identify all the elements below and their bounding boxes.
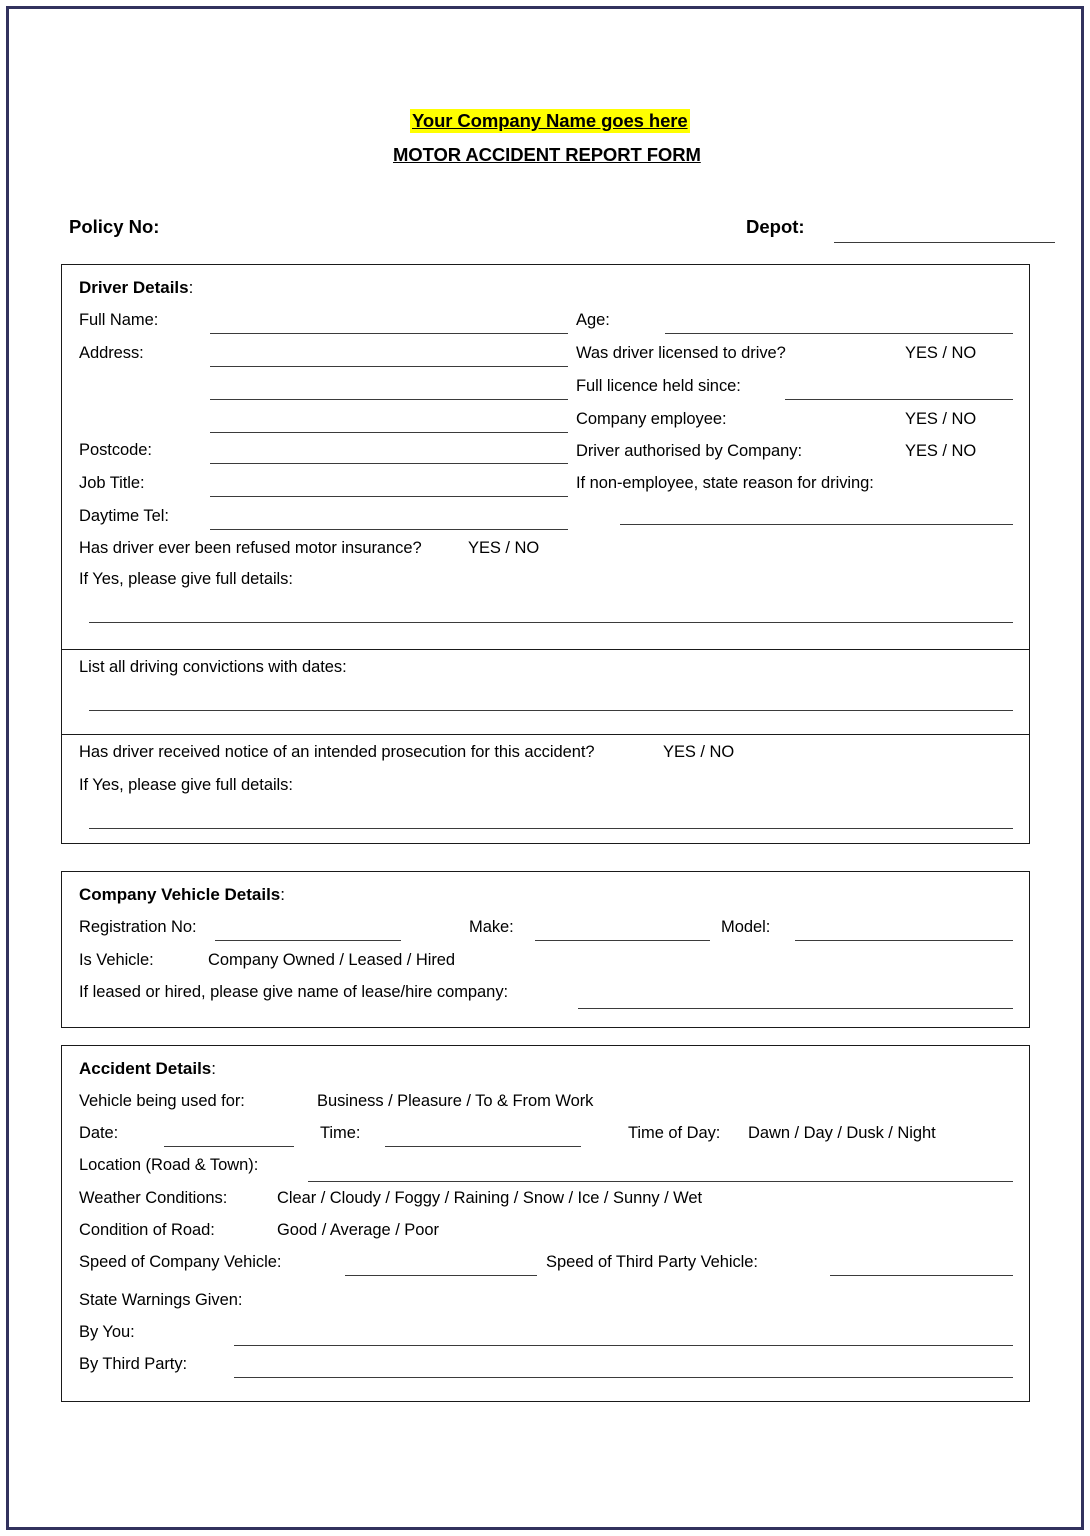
address-line-3-rule [210,432,568,433]
accident-details-heading-colon: : [211,1059,216,1078]
job-title-rule [210,496,568,497]
time-rule [385,1146,581,1147]
age-label: Age: [576,311,610,329]
driver-authorised-options[interactable]: YES / NO [905,442,977,460]
driver-details-heading-text: Driver Details [79,278,189,297]
make-rule [535,940,710,941]
company-vehicle-heading-text: Company Vehicle Details [79,885,281,904]
time-of-day-label: Time of Day: [628,1124,721,1142]
address-line-2-rule [210,399,568,400]
full-name-label: Full Name: [79,311,159,329]
model-label: Model: [721,918,771,936]
lease-hire-company-rule [578,1008,1013,1009]
date-rule [164,1146,294,1147]
time-label: Time: [320,1124,361,1142]
company-vehicle-section [61,871,1030,1028]
time-input[interactable] [385,1124,581,1147]
convictions-rule [89,710,1013,711]
daytime-tel-input[interactable] [210,507,568,530]
convictions-label: List all driving convictions with dates: [79,658,347,676]
depot-rule [834,242,1055,243]
driver-details-divider-2 [62,734,1029,735]
prosecution-details-input[interactable] [89,801,1013,829]
by-third-party-input[interactable] [234,1355,1013,1378]
speed-company-vehicle-rule [345,1275,537,1276]
address-label: Address: [79,344,144,362]
is-vehicle-label: Is Vehicle: [79,951,154,969]
by-third-party-label: By Third Party: [79,1355,188,1373]
depot-input[interactable] [834,221,1055,243]
accident-details-section [61,1045,1030,1402]
by-you-label: By You: [79,1323,135,1341]
refused-insurance-details-label: If Yes, please give full details: [79,570,293,588]
full-name-input[interactable] [210,311,568,334]
model-input[interactable] [795,918,1013,941]
accident-details-heading-text: Accident Details [79,1059,212,1078]
age-input[interactable] [665,311,1013,334]
postcode-input[interactable] [210,441,568,464]
licence-held-since-rule [785,399,1013,400]
is-vehicle-options[interactable]: Company Owned / Leased / Hired [208,951,456,969]
road-condition-label: Condition of Road: [79,1221,215,1239]
address-line-2-input[interactable] [210,377,568,400]
non-employee-reason-label: If non-employee, state reason for driving: [576,474,874,492]
company-vehicle-heading-colon: : [280,885,285,904]
policy-no-label: Policy No: [69,216,160,237]
speed-third-party-rule [830,1275,1013,1276]
date-label: Date: [79,1124,119,1142]
by-you-rule [234,1345,1013,1346]
state-warnings-label: State Warnings Given: [79,1291,243,1309]
licence-held-since-label: Full licence held since: [576,377,741,395]
full-name-rule [210,333,568,334]
refused-insurance-options[interactable]: YES / NO [468,539,540,557]
refused-insurance-label: Has driver ever been refused motor insurance? [79,539,422,557]
address-line-1-rule [210,366,568,367]
page-border [6,6,1084,1530]
refused-insurance-details-rule [89,622,1013,623]
prosecution-label: Has driver received notice of an intended prosecution for this accident? [79,743,595,761]
accident-details-heading [79,1059,216,1079]
weather-conditions-options[interactable]: Clear / Cloudy / Foggy / Raining / Snow / Ice / Sunny / Wet [277,1189,703,1207]
licensed-to-drive-label: Was driver licensed to drive? [576,344,786,362]
weather-conditions-label: Weather Conditions: [79,1189,228,1207]
form-sheet [9,9,1081,1527]
make-input[interactable] [535,918,710,941]
non-employee-reason-input[interactable] [620,497,1013,525]
driver-details-divider-1 [62,649,1029,650]
depot-label: Depot: [746,216,805,237]
address-line-3-input[interactable] [210,410,568,433]
location-rule [308,1181,1013,1182]
driver-details-heading [79,278,193,298]
company-employee-options[interactable]: YES / NO [905,410,977,428]
driver-details-heading-colon: : [188,278,194,297]
speed-third-party-label: Speed of Third Party Vehicle: [546,1253,758,1271]
daytime-tel-rule [210,529,568,530]
postcode-rule [210,463,568,464]
refused-insurance-details-input[interactable] [89,595,1013,623]
prosecution-details-label: If Yes, please give full details: [79,776,293,794]
registration-no-rule [215,940,401,941]
driver-authorised-label: Driver authorised by Company: [576,442,802,460]
road-condition-options[interactable]: Good / Average / Poor [277,1221,439,1239]
licensed-to-drive-options[interactable]: YES / NO [905,344,977,362]
job-title-label: Job Title: [79,474,145,492]
postcode-label: Postcode: [79,441,152,459]
address-line-1-input[interactable] [210,344,568,367]
location-input[interactable] [308,1156,1013,1182]
model-rule [795,940,1013,941]
lease-hire-company-label: If leased or hired, please give name of lease/hire company: [79,983,509,1001]
speed-company-vehicle-input[interactable] [345,1253,537,1276]
vehicle-use-label: Vehicle being used for: [79,1092,245,1110]
convictions-input[interactable] [89,683,1013,711]
location-label: Location (Road & Town): [79,1156,259,1174]
non-employee-reason-rule [620,524,1013,525]
company-employee-label: Company employee: [576,410,727,428]
age-rule [665,333,1013,334]
by-you-input[interactable] [234,1323,1013,1346]
driver-details-section [61,264,1030,844]
date-input[interactable] [164,1124,294,1147]
page-title: MOTOR ACCIDENT REPORT FORM [393,144,701,165]
prosecution-options[interactable]: YES / NO [663,743,735,761]
lease-hire-company-input[interactable] [578,983,1013,1009]
registration-no-input[interactable] [215,918,401,941]
company-vehicle-heading [79,885,285,905]
speed-third-party-input[interactable] [830,1253,1013,1276]
vehicle-use-options[interactable]: Business / Pleasure / To & From Work [317,1092,594,1110]
job-title-input[interactable] [210,474,568,497]
licence-held-since-input[interactable] [785,377,1013,400]
speed-company-vehicle-label: Speed of Company Vehicle: [79,1253,282,1271]
registration-no-label: Registration No: [79,918,197,936]
by-third-party-rule [234,1377,1013,1378]
make-label: Make: [469,918,514,936]
time-of-day-options[interactable]: Dawn / Day / Dusk / Night [748,1124,936,1142]
prosecution-details-rule [89,828,1013,829]
company-name-heading: Your Company Name goes here [412,110,688,131]
daytime-tel-label: Daytime Tel: [79,507,169,525]
